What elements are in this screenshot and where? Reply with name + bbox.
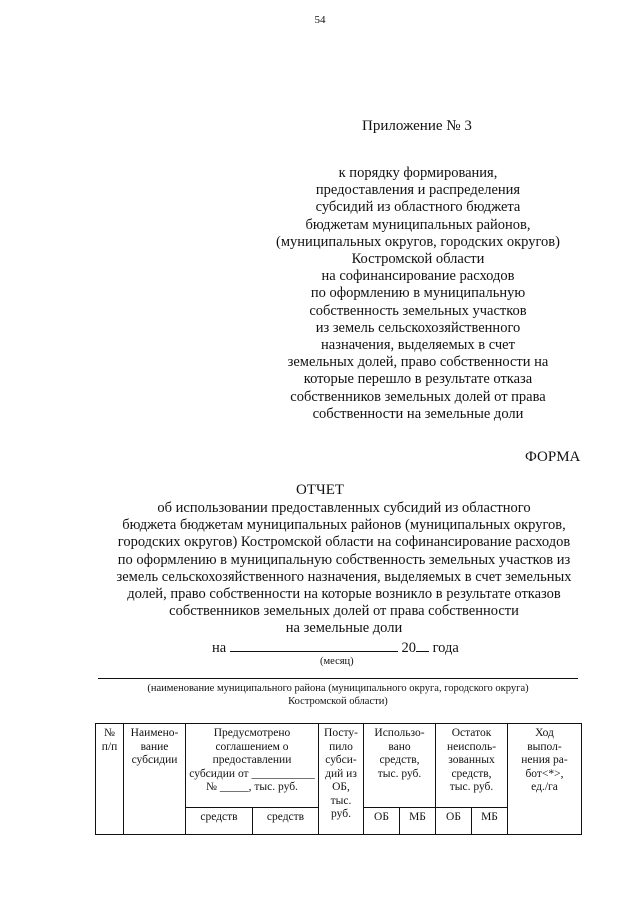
appendix-title: Приложение № 3 bbox=[362, 118, 472, 134]
header-subsidy-name: Наимено- вание субсидии bbox=[124, 724, 186, 835]
date-year: 20 bbox=[401, 640, 416, 656]
appendix-line: (муниципальных округов, городских округов) bbox=[276, 233, 560, 250]
month-blank[interactable] bbox=[230, 637, 398, 652]
appendix-line: бюджетам муниципальных районов, bbox=[305, 216, 531, 233]
appendix-line: по оформлению в муниципальную bbox=[310, 285, 526, 302]
year-blank[interactable] bbox=[416, 637, 429, 652]
report-table bbox=[95, 723, 582, 835]
appendix-line: собственности на земельные доли bbox=[312, 405, 524, 422]
subheader-used-mb: МБ bbox=[400, 808, 436, 835]
appendix-line: земельных долей, право собственности на bbox=[287, 354, 549, 371]
form-label: ФОРМА bbox=[525, 449, 581, 465]
subheader-remainder-ob: ОБ bbox=[436, 808, 472, 835]
date-prefix: на bbox=[212, 640, 227, 656]
header-received: Посту- пило субси- дий из ОБ, тыс. руб. bbox=[319, 724, 364, 835]
header-used: Использо- вано средств, тыс. руб. bbox=[364, 724, 436, 808]
report-date-line bbox=[212, 637, 459, 657]
appendix-text bbox=[248, 165, 588, 423]
appendix-line: субсидий из областного бюджета bbox=[315, 199, 521, 216]
report-line: городских округов) Костромской области на софинансирование расходов bbox=[117, 534, 571, 551]
municipality-blank[interactable] bbox=[98, 678, 578, 679]
report-line: об использовании предоставленных субсидий из областного bbox=[157, 500, 531, 516]
month-caption: (месяц) bbox=[320, 656, 354, 667]
subheader-used-ob: ОБ bbox=[364, 808, 400, 835]
date-suffix: года bbox=[432, 640, 459, 656]
appendix-line: назначения, выделяемых в счет bbox=[321, 337, 515, 354]
report-line: земель сельскохозяйственного назначения, выделяемых в счет земельных bbox=[116, 568, 572, 585]
header-planned: Предусмотрено соглашением о предоставлении субсидии от ___________ № _____, тыс. руб. bbox=[186, 724, 319, 808]
report-line: бюджета бюджетам муниципальных районов (муниципальных округов, bbox=[122, 517, 566, 534]
header-remainder: Остаток неисполь- зованных средств, тыс. руб. bbox=[436, 724, 508, 808]
page-number: 54 bbox=[314, 14, 326, 26]
appendix-line: собственников земельных долей от права bbox=[290, 388, 546, 405]
report-line: по оформлению в муниципальную собственность земельных участков из bbox=[117, 551, 571, 568]
report-title: ОТЧЕТ bbox=[295, 482, 345, 498]
table-header-row bbox=[96, 724, 582, 808]
appendix-line: из земель сельскохозяйственного bbox=[315, 319, 521, 336]
subheader-remainder-mb: МБ bbox=[472, 808, 508, 835]
appendix-line: которые перешло в результате отказа bbox=[303, 371, 533, 388]
municipality-caption-line: (наименование муниципального района (муниципального округа, городского округа) bbox=[147, 683, 529, 694]
header-number: № п/п bbox=[96, 724, 124, 835]
appendix-line: собственность земельных участков bbox=[309, 302, 527, 319]
report-line: на земельные доли bbox=[285, 620, 403, 637]
header-progress: Ход выпол- нения ра- бот<*>, ед./га bbox=[508, 724, 582, 835]
subheader-planned-1: средств bbox=[186, 808, 253, 835]
municipality-caption-line: Костромской области) bbox=[288, 696, 388, 707]
municipality-caption bbox=[98, 682, 578, 708]
report-text bbox=[84, 500, 604, 638]
subheader-planned-2: средств bbox=[253, 808, 319, 835]
report-line: собственников земельных долей от права собственности bbox=[169, 603, 519, 620]
appendix-line: к порядку формирования, bbox=[338, 165, 498, 181]
report-line: долей, право собственности на которые возникло в результате отказов bbox=[127, 586, 561, 603]
appendix-line: Костромской области bbox=[351, 251, 485, 268]
appendix-line: предоставления и распределения bbox=[315, 182, 521, 199]
appendix-line: на софинансирование расходов bbox=[321, 268, 515, 285]
